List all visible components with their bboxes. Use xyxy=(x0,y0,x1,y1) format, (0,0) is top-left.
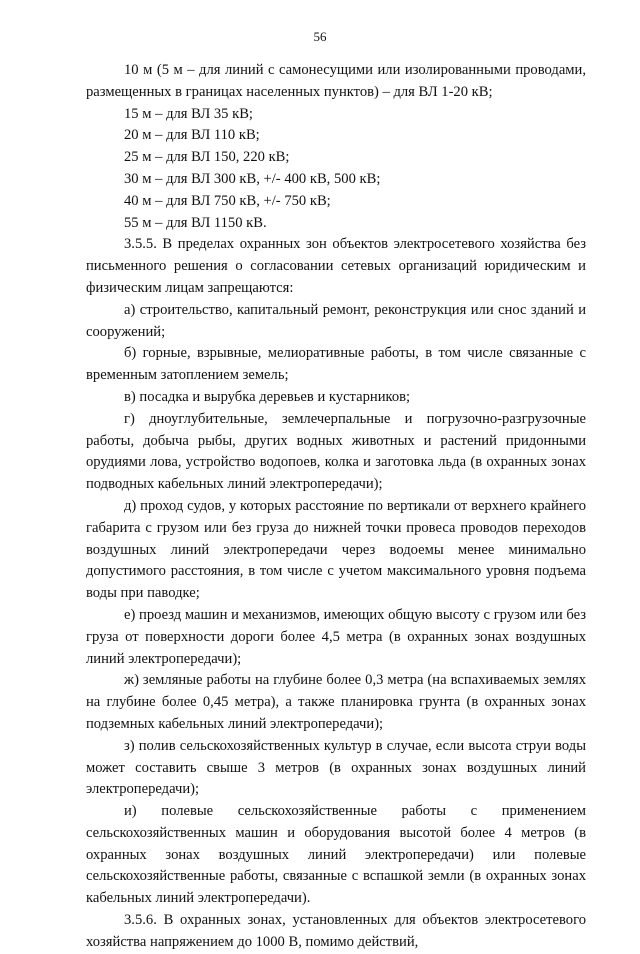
list-item-v: в) посадка и вырубка деревьев и кустарников; xyxy=(124,388,411,405)
list-item-i: и) полевые сельскохозяйственные работы с применением сельскохозяйственных машин и оборудования высотой более 4 метров (в охранных зонах воздушных линий электропередачи) или полевые сельскохозяйственные работы, связанные с вспашкой земли (в охранных зонах кабельных линий электропередачи). xyxy=(86,803,586,907)
list-item-g: г) дноуглубительные, землечерпальные и погрузочно-разгрузочные работы, добыча рыбы, других водных животных и растений придонными орудиями лова, устройство водопоев, колка и заготовка льда (в охранных зонах подводных кабельных линий электропередачи); xyxy=(86,410,586,493)
page-number: 56 xyxy=(313,29,327,44)
paragraph-distance-110kv: 20 м – для ВЛ 110 кВ; xyxy=(124,127,260,144)
paragraph-section-3-5-5: 3.5.5. В пределах охранных зон объектов электросетевого хозяйства без письменного решения о согласовании сетевых организаций юридическим и физическим лицам запрещаются: xyxy=(86,236,586,296)
paragraph-distance-1150kv: 55 м – для ВЛ 1150 кВ. xyxy=(124,214,267,231)
paragraph-distance-750kv: 40 м – для ВЛ 750 кВ, +/- 750 кВ; xyxy=(124,192,331,209)
list-item-a: а) строительство, капитальный ремонт, реконструкция или снос зданий и сооружений; xyxy=(86,301,586,340)
paragraph-distance-150-220kv: 25 м – для ВЛ 150, 220 кВ; xyxy=(124,149,290,166)
list-item-z: з) полив сельскохозяйственных культур в случае, если высота струи воды может составить свыше 3 метров (в охранных зонах воздушных линий электропередачи); xyxy=(86,737,586,798)
paragraph-section-3-5-6: 3.5.6. В охранных зонах, установленных для объектов электросетевого хозяйства напряжением до 1000 В, помимо действий, xyxy=(86,912,586,950)
document-body xyxy=(86,60,586,954)
list-item-b: б) горные, взрывные, мелиоративные работы, в том числе связанные с временным затоплением земель; xyxy=(86,345,586,384)
list-item-d: д) проход судов, у которых расстояние по вертикали от верхнего крайнего габарита с грузом или без груза до нижней точки провеса проводов переходов воздушных линий электропередачи через водоемы менее минимально допустимого расстояния, в том числе с учетом максимального уровня подъема воды при паводке; xyxy=(86,497,586,602)
paragraph-distance-1-20kv: 10 м (5 м – для линий с самонесущими или изолированными проводами, размещенных в границах населенных пунктов) – для ВЛ 1-20 кВ; xyxy=(86,62,586,100)
list-item-e: е) проезд машин и механизмов, имеющих общую высоту с грузом или без груза от поверхности дороги более 4,5 метра (в охранных зонах воздушных линий электропередачи); xyxy=(86,606,586,667)
paragraph-distance-35kv: 15 м – для ВЛ 35 кВ; xyxy=(124,105,253,122)
paragraph-distance-300-500kv: 30 м – для ВЛ 300 кВ, +/- 400 кВ, 500 кВ; xyxy=(124,170,381,187)
list-item-zh: ж) земляные работы на глубине более 0,3 метра (на вспахиваемых землях на глубине более 0,45 метра), а также планировка грунта (в охранных зонах подземных кабельных линий электропередачи); xyxy=(86,672,586,732)
